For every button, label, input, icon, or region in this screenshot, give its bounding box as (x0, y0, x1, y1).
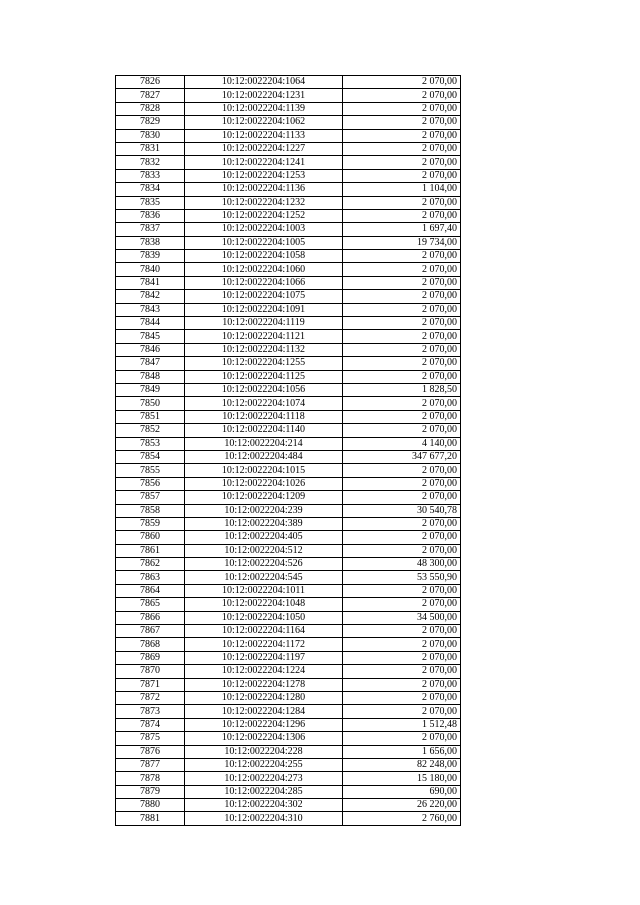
value-cell: 2 070,00 (343, 142, 461, 155)
cadastral-number-cell: 10:12:0022204:1050 (185, 611, 343, 624)
value-cell: 690,00 (343, 785, 461, 798)
table-row (116, 517, 461, 530)
cadastral-number-cell: 10:12:0022204:1026 (185, 477, 343, 490)
table-row (116, 665, 461, 678)
row-number-cell: 7831 (116, 142, 185, 155)
table-row (116, 116, 461, 129)
cadastral-number-cell: 10:12:0022204:302 (185, 799, 343, 812)
value-cell: 2 070,00 (343, 598, 461, 611)
table-row (116, 718, 461, 731)
row-number-cell: 7829 (116, 116, 185, 129)
table-row (116, 89, 461, 102)
value-cell: 2 070,00 (343, 477, 461, 490)
row-number-cell: 7861 (116, 544, 185, 557)
table-row (116, 558, 461, 571)
row-number-cell: 7867 (116, 625, 185, 638)
cadastral-number-cell: 10:12:0022204:389 (185, 517, 343, 530)
row-number-cell: 7842 (116, 290, 185, 303)
table-row (116, 464, 461, 477)
row-number-cell: 7871 (116, 678, 185, 691)
row-number-cell: 7832 (116, 156, 185, 169)
cadastral-number-cell: 10:12:0022204:1005 (185, 236, 343, 249)
row-number-cell: 7840 (116, 263, 185, 276)
row-number-cell: 7856 (116, 477, 185, 490)
table-row (116, 156, 461, 169)
cadastral-number-cell: 10:12:0022204:214 (185, 437, 343, 450)
cadastral-number-cell: 10:12:0022204:1074 (185, 397, 343, 410)
cadastral-number-cell: 10:12:0022204:1241 (185, 156, 343, 169)
table-row (116, 598, 461, 611)
cadastral-number-cell: 10:12:0022204:1119 (185, 317, 343, 330)
table-row (116, 370, 461, 383)
cadastral-number-cell: 10:12:0022204:1125 (185, 370, 343, 383)
value-cell: 2 070,00 (343, 625, 461, 638)
cadastral-number-cell: 10:12:0022204:1058 (185, 250, 343, 263)
row-number-cell: 7857 (116, 491, 185, 504)
cadastral-number-cell: 10:12:0022204:1306 (185, 732, 343, 745)
cadastral-number-cell: 10:12:0022204:1048 (185, 598, 343, 611)
row-number-cell: 7877 (116, 758, 185, 771)
value-cell: 2 070,00 (343, 357, 461, 370)
cadastral-number-cell: 10:12:0022204:405 (185, 531, 343, 544)
cadastral-number-cell: 10:12:0022204:1231 (185, 89, 343, 102)
cadastral-number-cell: 10:12:0022204:1064 (185, 76, 343, 89)
value-cell: 2 070,00 (343, 584, 461, 597)
value-cell: 48 300,00 (343, 558, 461, 571)
value-cell: 19 734,00 (343, 236, 461, 249)
table-row (116, 129, 461, 142)
row-number-cell: 7876 (116, 745, 185, 758)
row-number-cell: 7847 (116, 357, 185, 370)
cadastral-number-cell: 10:12:0022204:1296 (185, 718, 343, 731)
value-cell: 2 070,00 (343, 678, 461, 691)
row-number-cell: 7855 (116, 464, 185, 477)
table-row (116, 651, 461, 664)
cadastral-number-cell: 10:12:0022204:1164 (185, 625, 343, 638)
value-cell: 2 070,00 (343, 410, 461, 423)
cadastral-number-cell: 10:12:0022204:285 (185, 785, 343, 798)
row-number-cell: 7833 (116, 169, 185, 182)
value-cell: 2 070,00 (343, 464, 461, 477)
table-row (116, 183, 461, 196)
cadastral-number-cell: 10:12:0022204:228 (185, 745, 343, 758)
table-row (116, 357, 461, 370)
row-number-cell: 7836 (116, 209, 185, 222)
cadastral-number-cell: 10:12:0022204:526 (185, 558, 343, 571)
row-number-cell: 7859 (116, 517, 185, 530)
cadastral-number-cell: 10:12:0022204:1062 (185, 116, 343, 129)
cadastral-number-cell: 10:12:0022204:545 (185, 571, 343, 584)
row-number-cell: 7851 (116, 410, 185, 423)
row-number-cell: 7858 (116, 504, 185, 517)
row-number-cell: 7878 (116, 772, 185, 785)
cadastral-number-cell: 10:12:0022204:1118 (185, 410, 343, 423)
table-row (116, 76, 461, 89)
cadastral-number-cell: 10:12:0022204:1136 (185, 183, 343, 196)
row-number-cell: 7864 (116, 584, 185, 597)
cadastral-number-cell: 10:12:0022204:1003 (185, 223, 343, 236)
table-row (116, 745, 461, 758)
cadastral-number-cell: 10:12:0022204:1284 (185, 705, 343, 718)
cadastral-number-cell: 10:12:0022204:1197 (185, 651, 343, 664)
row-number-cell: 7862 (116, 558, 185, 571)
row-number-cell: 7846 (116, 343, 185, 356)
row-number-cell: 7843 (116, 303, 185, 316)
value-cell: 2 070,00 (343, 651, 461, 664)
value-cell: 2 070,00 (343, 732, 461, 745)
cadastral-number-cell: 10:12:0022204:1015 (185, 464, 343, 477)
cadastral-number-cell: 10:12:0022204:1232 (185, 196, 343, 209)
value-cell: 2 070,00 (343, 290, 461, 303)
table-row (116, 410, 461, 423)
table-row (116, 758, 461, 771)
value-cell: 2 070,00 (343, 317, 461, 330)
table-row (116, 169, 461, 182)
table-row (116, 799, 461, 812)
value-cell: 4 140,00 (343, 437, 461, 450)
cadastral-number-cell: 10:12:0022204:1224 (185, 665, 343, 678)
row-number-cell: 7854 (116, 450, 185, 463)
data-table (115, 75, 461, 826)
row-number-cell: 7865 (116, 598, 185, 611)
value-cell: 2 070,00 (343, 705, 461, 718)
table-row (116, 142, 461, 155)
table-row (116, 397, 461, 410)
cadastral-number-cell: 10:12:0022204:1132 (185, 343, 343, 356)
table-row (116, 611, 461, 624)
table-row (116, 223, 461, 236)
cadastral-number-cell: 10:12:0022204:1280 (185, 691, 343, 704)
table-row (116, 531, 461, 544)
row-number-cell: 7866 (116, 611, 185, 624)
table-row (116, 330, 461, 343)
cadastral-number-cell: 10:12:0022204:310 (185, 812, 343, 825)
row-number-cell: 7872 (116, 691, 185, 704)
value-cell: 2 070,00 (343, 638, 461, 651)
row-number-cell: 7826 (116, 76, 185, 89)
cadastral-number-cell: 10:12:0022204:1139 (185, 102, 343, 115)
table-row (116, 424, 461, 437)
table-row (116, 290, 461, 303)
table-row (116, 584, 461, 597)
value-cell: 2 070,00 (343, 691, 461, 704)
table-row (116, 678, 461, 691)
value-cell: 2 760,00 (343, 812, 461, 825)
value-cell: 2 070,00 (343, 330, 461, 343)
row-number-cell: 7863 (116, 571, 185, 584)
cadastral-number-cell: 10:12:0022204:1252 (185, 209, 343, 222)
table-body (116, 76, 461, 826)
cadastral-number-cell: 10:12:0022204:1075 (185, 290, 343, 303)
cadastral-number-cell: 10:12:0022204:255 (185, 758, 343, 771)
row-number-cell: 7870 (116, 665, 185, 678)
row-number-cell: 7830 (116, 129, 185, 142)
row-number-cell: 7827 (116, 89, 185, 102)
row-number-cell: 7853 (116, 437, 185, 450)
row-number-cell: 7881 (116, 812, 185, 825)
cadastral-number-cell: 10:12:0022204:1066 (185, 276, 343, 289)
table-row (116, 196, 461, 209)
table-row (116, 732, 461, 745)
row-number-cell: 7849 (116, 383, 185, 396)
row-number-cell: 7841 (116, 276, 185, 289)
table-row (116, 477, 461, 490)
row-number-cell: 7879 (116, 785, 185, 798)
cadastral-number-cell: 10:12:0022204:1227 (185, 142, 343, 155)
row-number-cell: 7837 (116, 223, 185, 236)
table-row (116, 209, 461, 222)
value-cell: 1 512,48 (343, 718, 461, 731)
cadastral-number-cell: 10:12:0022204:484 (185, 450, 343, 463)
cadastral-number-cell: 10:12:0022204:1011 (185, 584, 343, 597)
cadastral-number-cell: 10:12:0022204:1255 (185, 357, 343, 370)
value-cell: 1 828,50 (343, 383, 461, 396)
table-row (116, 638, 461, 651)
value-cell: 2 070,00 (343, 370, 461, 383)
value-cell: 2 070,00 (343, 263, 461, 276)
value-cell: 34 500,00 (343, 611, 461, 624)
row-number-cell: 7848 (116, 370, 185, 383)
value-cell: 2 070,00 (343, 76, 461, 89)
row-number-cell: 7875 (116, 732, 185, 745)
value-cell: 15 180,00 (343, 772, 461, 785)
table-row (116, 772, 461, 785)
value-cell: 2 070,00 (343, 544, 461, 557)
table-row (116, 263, 461, 276)
table-row (116, 571, 461, 584)
value-cell: 1 656,00 (343, 745, 461, 758)
cadastral-number-cell: 10:12:0022204:1209 (185, 491, 343, 504)
cadastral-number-cell: 10:12:0022204:1133 (185, 129, 343, 142)
row-number-cell: 7838 (116, 236, 185, 249)
table-row (116, 491, 461, 504)
table-row (116, 544, 461, 557)
value-cell: 347 677,20 (343, 450, 461, 463)
value-cell: 2 070,00 (343, 169, 461, 182)
table-row (116, 276, 461, 289)
table-row (116, 625, 461, 638)
cadastral-number-cell: 10:12:0022204:1091 (185, 303, 343, 316)
table-row (116, 785, 461, 798)
value-cell: 2 070,00 (343, 129, 461, 142)
table-row (116, 437, 461, 450)
row-number-cell: 7868 (116, 638, 185, 651)
cadastral-number-cell: 10:12:0022204:1140 (185, 424, 343, 437)
cadastral-number-cell: 10:12:0022204:1253 (185, 169, 343, 182)
row-number-cell: 7869 (116, 651, 185, 664)
table-row (116, 812, 461, 825)
cadastral-number-cell: 10:12:0022204:512 (185, 544, 343, 557)
value-cell: 2 070,00 (343, 102, 461, 115)
value-cell: 2 070,00 (343, 665, 461, 678)
table-row (116, 691, 461, 704)
row-number-cell: 7850 (116, 397, 185, 410)
value-cell: 2 070,00 (343, 397, 461, 410)
row-number-cell: 7828 (116, 102, 185, 115)
cadastral-number-cell: 10:12:0022204:239 (185, 504, 343, 517)
row-number-cell: 7835 (116, 196, 185, 209)
cadastral-number-cell: 10:12:0022204:1172 (185, 638, 343, 651)
table-row (116, 504, 461, 517)
row-number-cell: 7860 (116, 531, 185, 544)
row-number-cell: 7845 (116, 330, 185, 343)
value-cell: 2 070,00 (343, 276, 461, 289)
value-cell: 1 697,40 (343, 223, 461, 236)
row-number-cell: 7873 (116, 705, 185, 718)
cadastral-number-cell: 10:12:0022204:1056 (185, 383, 343, 396)
value-cell: 2 070,00 (343, 517, 461, 530)
value-cell: 2 070,00 (343, 89, 461, 102)
table-row (116, 383, 461, 396)
value-cell: 1 104,00 (343, 183, 461, 196)
value-cell: 2 070,00 (343, 209, 461, 222)
row-number-cell: 7874 (116, 718, 185, 731)
value-cell: 2 070,00 (343, 531, 461, 544)
row-number-cell: 7834 (116, 183, 185, 196)
value-cell: 82 248,00 (343, 758, 461, 771)
value-cell: 30 540,78 (343, 504, 461, 517)
table-row (116, 102, 461, 115)
table-row (116, 303, 461, 316)
row-number-cell: 7880 (116, 799, 185, 812)
table-row (116, 250, 461, 263)
table-row (116, 236, 461, 249)
value-cell: 2 070,00 (343, 156, 461, 169)
cadastral-number-cell: 10:12:0022204:1060 (185, 263, 343, 276)
table-row (116, 450, 461, 463)
value-cell: 2 070,00 (343, 491, 461, 504)
value-cell: 2 070,00 (343, 424, 461, 437)
value-cell: 2 070,00 (343, 303, 461, 316)
table-row (116, 317, 461, 330)
value-cell: 53 550,90 (343, 571, 461, 584)
value-cell: 2 070,00 (343, 250, 461, 263)
value-cell: 2 070,00 (343, 343, 461, 356)
row-number-cell: 7844 (116, 317, 185, 330)
value-cell: 2 070,00 (343, 116, 461, 129)
row-number-cell: 7839 (116, 250, 185, 263)
cadastral-number-cell: 10:12:0022204:1121 (185, 330, 343, 343)
value-cell: 2 070,00 (343, 196, 461, 209)
row-number-cell: 7852 (116, 424, 185, 437)
cadastral-number-cell: 10:12:0022204:273 (185, 772, 343, 785)
table-row (116, 343, 461, 356)
cadastral-number-cell: 10:12:0022204:1278 (185, 678, 343, 691)
table-row (116, 705, 461, 718)
value-cell: 26 220,00 (343, 799, 461, 812)
